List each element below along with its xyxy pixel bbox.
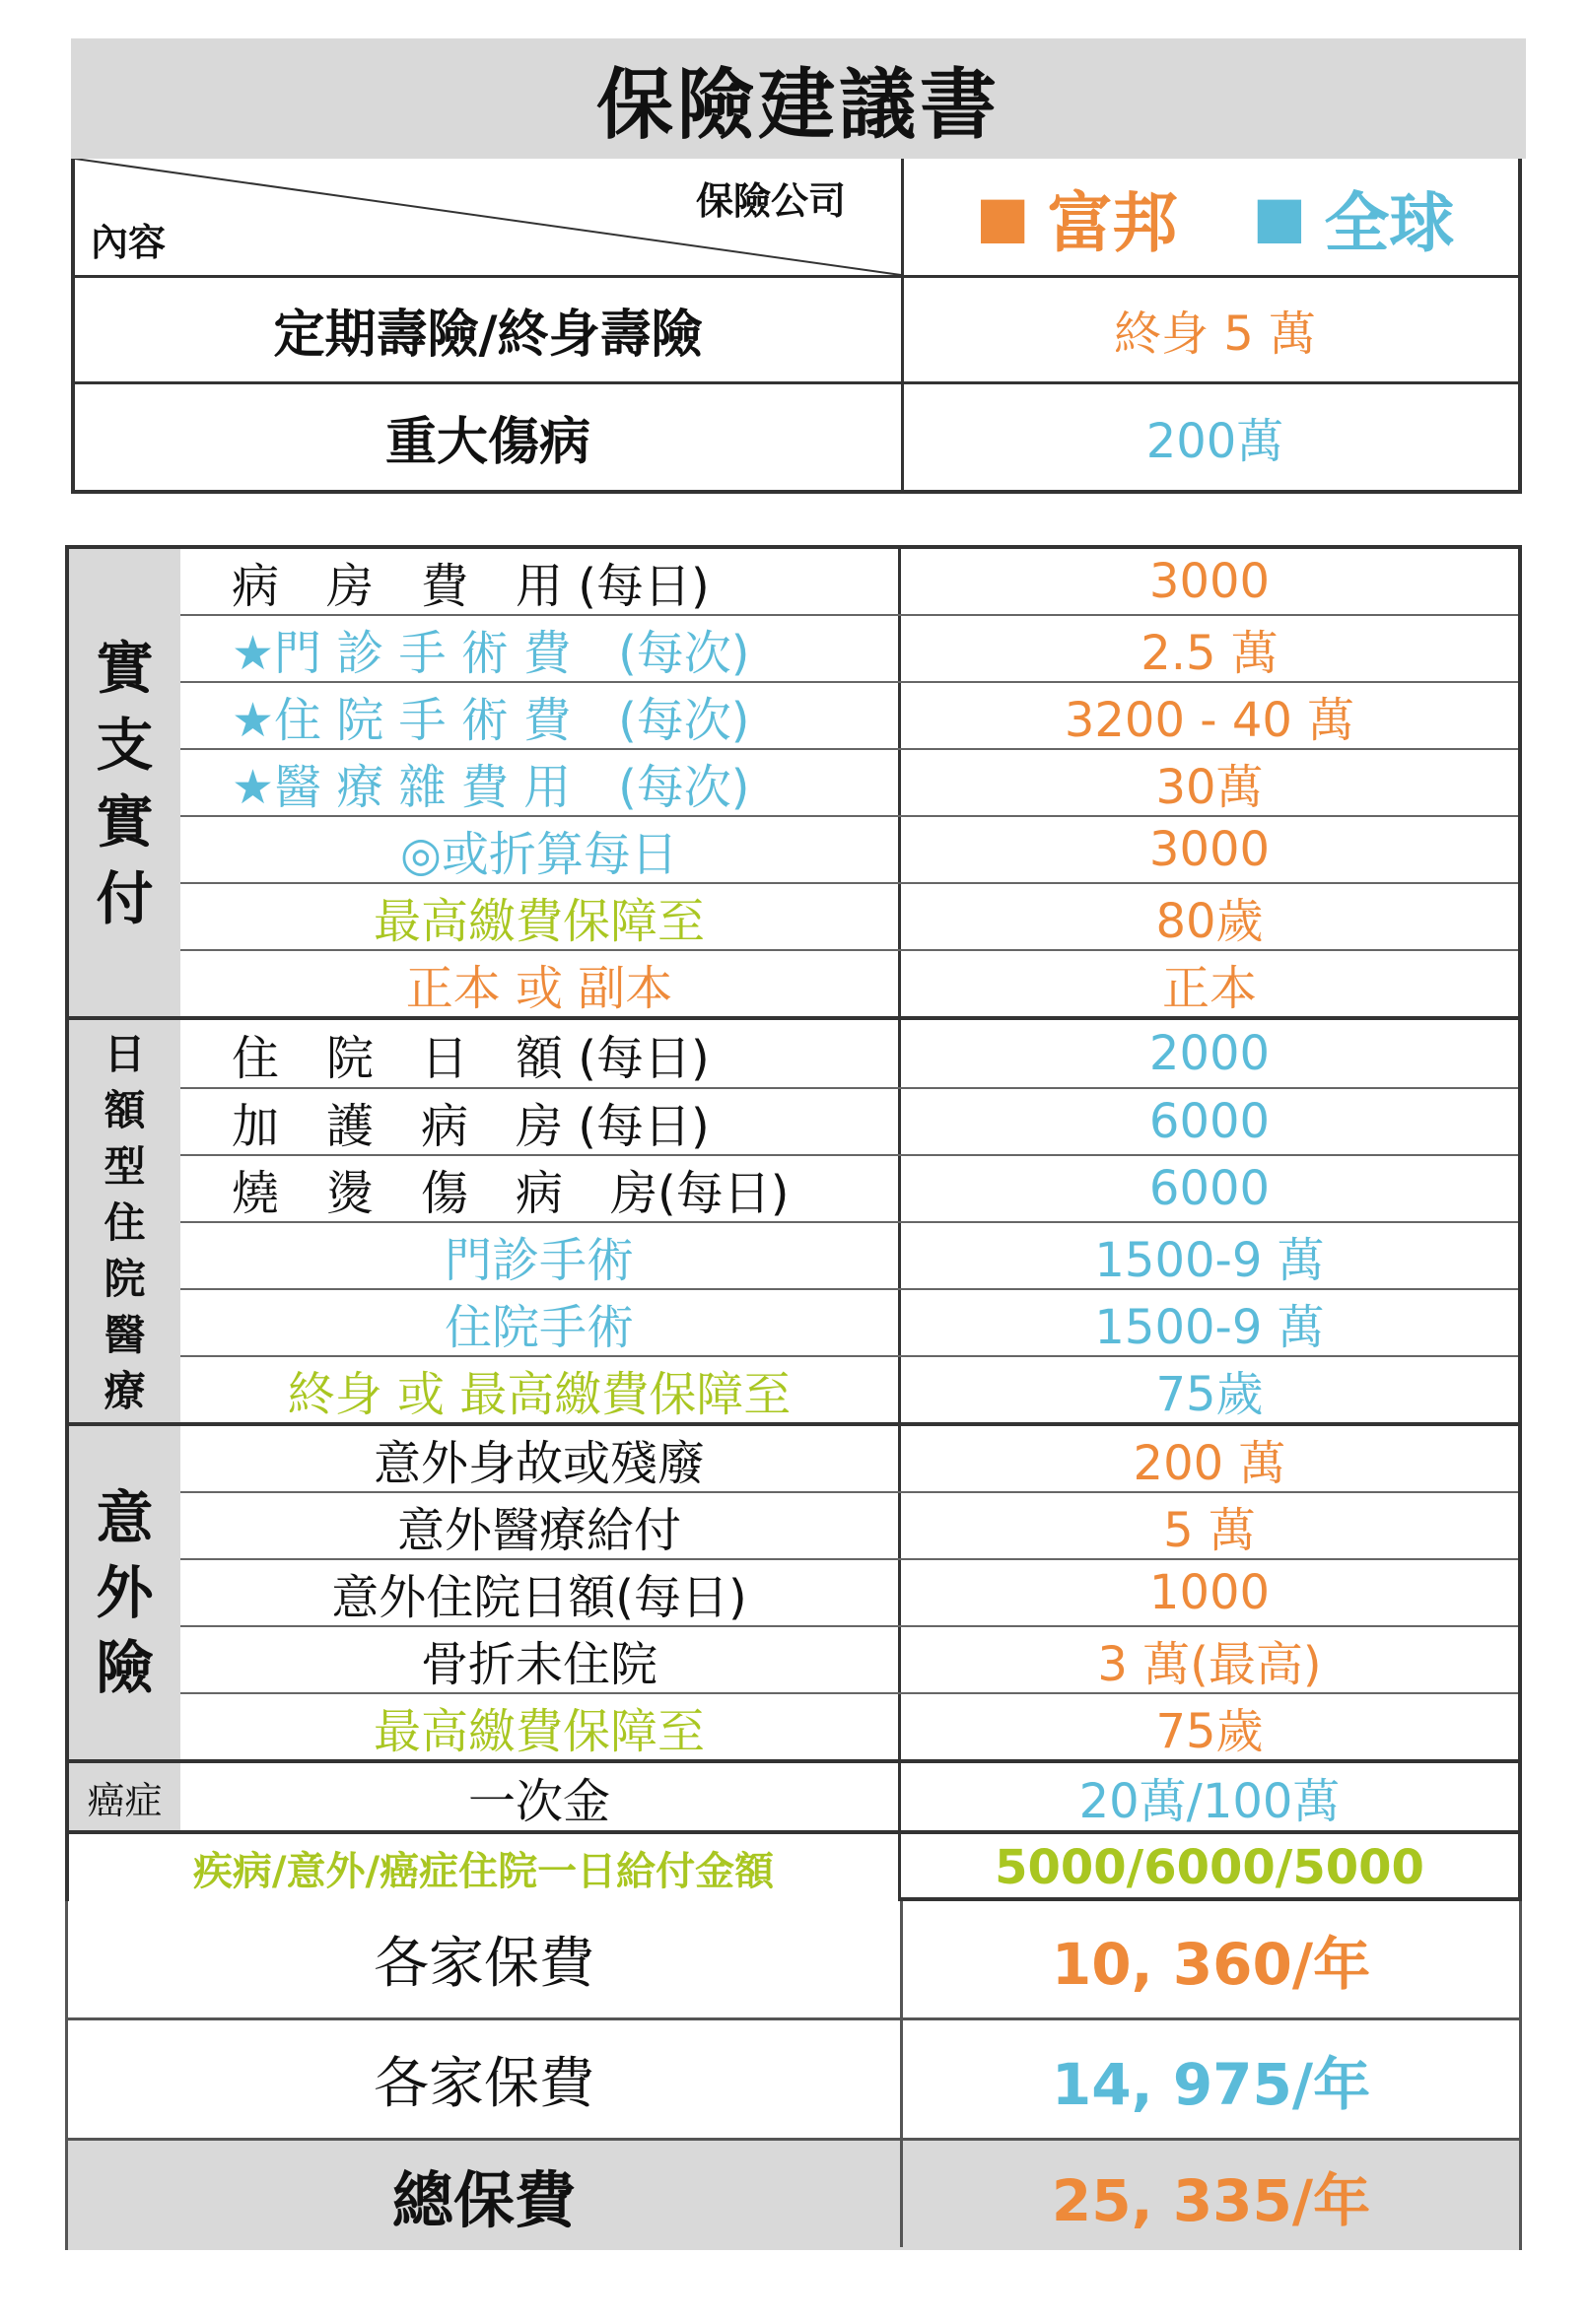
row-misc-medical-label: ★醫 療 雜 費 用 (每次) <box>232 759 750 815</box>
category-daily-hospital: 日 額 型 住 院 醫 療 <box>69 1020 180 1424</box>
row-burn-ward-value: 6000 <box>1148 1161 1271 1216</box>
row-max-age-label: 最高繳費保障至 <box>373 893 705 949</box>
premium-total-label: 總保費 <box>391 2164 576 2236</box>
row-daily-conversion-value: 3000 <box>1148 822 1271 877</box>
row-accident-death-value: 200 萬 <box>1133 1435 1286 1491</box>
row-misc-medical-value: 30萬 <box>1155 759 1264 815</box>
row-accident-max-age-value: 75歲 <box>1155 1703 1264 1759</box>
row-cancer-lumpsum-value: 20萬/100萬 <box>1078 1773 1341 1829</box>
row-daily-inpatient-surgery-value: 1500-9 萬 <box>1094 1299 1325 1355</box>
row-daily-inpatient-surgery-label: 住院手術 <box>444 1299 634 1355</box>
premium-row1-label: 各家保費 <box>374 1932 594 1996</box>
life-insurance-value: 終身 5 萬 <box>1113 307 1317 362</box>
major-illness-value: 200萬 <box>1145 414 1284 469</box>
row-icu-value: 6000 <box>1148 1094 1271 1149</box>
row-icu-label: 加 護 病 房 (每日) <box>232 1098 710 1154</box>
company1-name: 富邦 <box>1047 184 1178 261</box>
row-oneday-payout-label: 疾病/意外/癌症住院一日給付金額 <box>69 1834 898 1901</box>
row-original-copy-value: 正本 <box>1161 960 1257 1016</box>
row-hospital-daily-label: 住 院 日 額 (每日) <box>232 1030 710 1086</box>
row-daily-outpatient-surgery-value: 1500-9 萬 <box>1094 1232 1325 1288</box>
row-daily-outpatient-surgery-label: 門診手術 <box>444 1232 634 1288</box>
row-fracture-label: 骨折未住院 <box>420 1636 657 1692</box>
row-accident-medical-value: 5 萬 <box>1163 1502 1256 1558</box>
row-accident-daily-label: 意外住院日額(每日) <box>331 1569 747 1625</box>
row-inpatient-surgery-label: ★住 院 手 術 費 (每次) <box>232 692 750 748</box>
row-daily-max-age-value: 75歲 <box>1155 1366 1264 1422</box>
row-hospital-daily-value: 2000 <box>1148 1026 1271 1081</box>
row-accident-death-label: 意外身故或殘廢 <box>373 1435 705 1491</box>
company2-marker: ■ <box>1252 183 1307 250</box>
benefits-table <box>65 545 1522 1901</box>
company1-marker: ■ <box>975 183 1030 250</box>
row-outpatient-surgery-value: 2.5 萬 <box>1141 625 1279 681</box>
corner-company-label: 保險公司 <box>696 178 847 223</box>
row-burn-ward-label: 燒 燙 傷 病 房(每日) <box>232 1165 790 1221</box>
row-original-copy-label: 正本 或 副本 <box>405 960 673 1016</box>
row-cancer-lumpsum-label: 一次金 <box>467 1773 610 1829</box>
company2-name: 全球 <box>1324 184 1455 261</box>
corner-content-label: 內容 <box>91 220 167 264</box>
header-table <box>71 159 1522 494</box>
major-illness-label: 重大傷病 <box>384 413 590 472</box>
row-inpatient-surgery-value: 3200 - 40 萬 <box>1064 692 1355 748</box>
row-oneday-payout-value: 5000/6000/5000 <box>995 1840 1424 1895</box>
row-ward-fee-label: 病 房 費 用 (每日) <box>232 558 710 614</box>
row-accident-max-age-label: 最高繳費保障至 <box>373 1703 705 1759</box>
category-cancer: 癌症 <box>69 1763 180 1830</box>
row-daily-max-age-label: 終身 或 最高繳費保障至 <box>287 1366 792 1422</box>
row-accident-medical-label: 意外醫療給付 <box>396 1502 681 1558</box>
row-accident-daily-value: 1000 <box>1148 1565 1271 1620</box>
life-insurance-label: 定期壽險/終身壽險 <box>273 306 703 365</box>
premium-row2-label: 各家保費 <box>374 2051 594 2116</box>
document-title: 保險建議書 <box>71 38 1526 159</box>
company-legend <box>904 159 1526 275</box>
row-ward-fee-value: 3000 <box>1148 554 1271 609</box>
premium-row2-value: 14, 975/年 <box>1051 2050 1371 2118</box>
premium-row1-value: 10, 360/年 <box>1051 1931 1371 1998</box>
row-fracture-value: 3 萬(最高) <box>1097 1636 1322 1692</box>
premium-total-value: 25, 335/年 <box>1051 2166 1371 2234</box>
row-daily-conversion-label: ◎或折算每日 <box>400 826 678 882</box>
row-max-age-value: 80歲 <box>1155 893 1264 949</box>
category-reimbursement: 實 支 實 付 <box>69 549 180 1018</box>
category-accident: 意 外 險 <box>69 1426 180 1759</box>
row-outpatient-surgery-label: ★門 診 手 術 費 (每次) <box>232 625 750 681</box>
premium-table <box>65 1901 1522 2250</box>
